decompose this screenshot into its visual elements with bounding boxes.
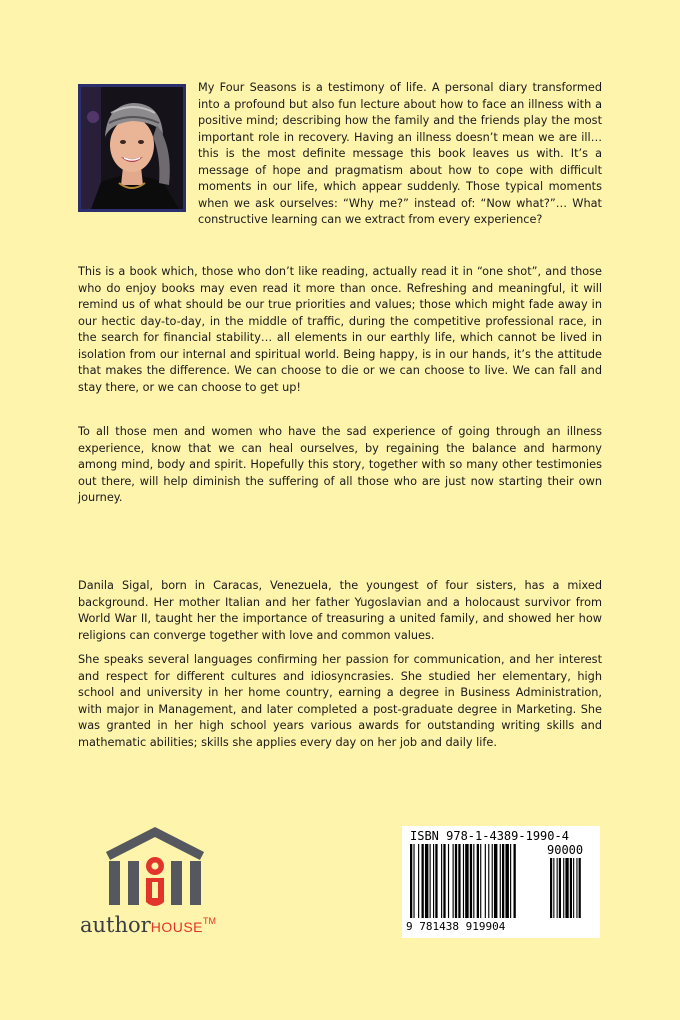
barcode-bars-icon: [410, 844, 596, 922]
publisher-name: authorHOUSE™: [80, 913, 216, 937]
blurb-paragraph-3: To all those men and women who have the sad experience of going through an illness experience, know that we can heal ourselves, by regaining the balance and harmony among mind, body and spirit. Hopefully this story, together with so many other testimonies out there, will help diminish the suffering of all those who are just now starting their own journey.: [78, 425, 602, 504]
author-bio-paragraph-2: She speaks several languages confirming her passion for communication, and her interest and respect for different cultures and idiosyncrasies. She studied her elementary, high school and university in her home country, earning a degree in Business Administration, with major in Management, and later completed a post-graduate degree in Marketing. She was granted in her high school years various awards for outstanding writing skills and mathematic abilities; skills she applies every day on her job and daily life.: [78, 653, 602, 749]
blurb-paragraph-1: My Four Seasons is a testimony of life. A personal diary transformed into a profound but also fun lecture about how to face an illness with a positive mind; describing how the family and the friends play the most important role in recovery. Having an illness doesn’t mean we are ill… this is the most definite message this book leaves us with. It’s a message of hope and pragmatism about how to cope with difficult moments in our life, which appear suddenly. Those typical moments when we ask ourselves: “Why me?” instead of: “Now what?”… What constructive learning can we extract from every experience?: [198, 81, 602, 226]
author-bio-paragraph-1: Danila Sigal, born in Caracas, Venezuela, the youngest of four sisters, has a mixed background. Her mother Italian and her father Yugoslavian and a holocaust survivor from World War II, taught her the importance of treasuring a united family, and showed her how religions can converge together with love and common values.: [78, 579, 602, 642]
blurb-paragraph-2: This is a book which, those who don’t like reading, actually read it in “one shot”, and those who do enjoy books may even read it more than once. Refreshing and meaningful, it will remind us of what should be our true priorities and values; those which might fade away in our hectic day-to-day, in the middle of traffic, during the competitive professional race, in the search for financial stability… all elements in our earthly life, which cannot be lived in isolation from our internal and spiritual world. Being happy, is in our hands, it’s the attitude that makes the difference. We can choose to die or we can choose to live. We can fall and stay there, or we can choose to get up!: [78, 265, 602, 394]
ean-number: 9 781438 919904: [406, 920, 506, 933]
isbn-label: ISBN 978-1-4389-1990-4: [410, 829, 569, 843]
isbn-barcode: [402, 826, 600, 938]
addon-code: 90000: [547, 843, 584, 857]
